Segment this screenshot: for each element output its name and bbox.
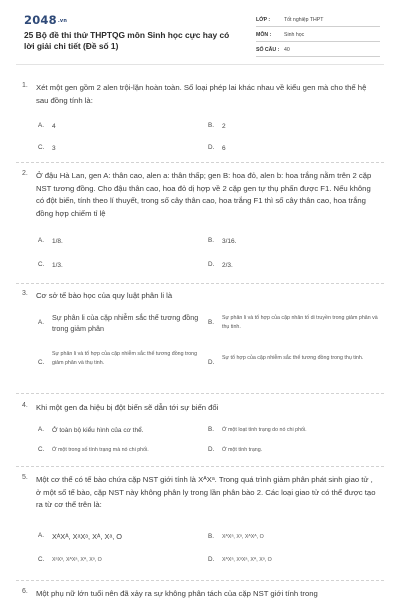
question-text: Ở đậu Hà Lan, gen A: thân cao, alen a: thân thấp; gen B: hoa đỏ, alen b: hoa trắng nằm trên 2 cặp NST tương đồng. Cho đậu thân cao, hoa đỏ dị hợp về 2 cặp gen tự thụ phấn được F1. Nếu không có đột biến, tính theo lí thuyết, trong số cây thân cao, hoa trắng F1 thì số cây thân cao, hoa trắng đồng hợp chiếm tỉ lệ (36, 171, 372, 218)
option-a[interactable] (38, 312, 203, 334)
option-text: Ở một loạt tính trạng do nó chi phối. (222, 427, 307, 433)
option-text: XᴬXᵃ, XᵃXᵃ, Xᴬ, Xᵃ, O (222, 557, 272, 563)
meta-value: 40 (284, 47, 290, 53)
question-1 (22, 82, 378, 162)
option-b[interactable] (208, 533, 264, 542)
option-text: Ở một trong số tính trạng mà nó chi phối. (52, 447, 149, 453)
option-letter: D. (208, 446, 215, 453)
option-text: 3/16. (222, 238, 237, 245)
option-text: Ở toàn bộ kiểu hình của cơ thể. (52, 427, 144, 434)
meta-row-class (256, 14, 380, 27)
option-letter: B. (208, 426, 214, 433)
option-c[interactable] (38, 261, 63, 271)
option-d[interactable] (208, 556, 272, 565)
option-c[interactable] (38, 556, 102, 565)
option-b[interactable] (208, 426, 307, 435)
document-header (0, 0, 400, 62)
option-letter: B. (208, 122, 214, 129)
meta-table (256, 14, 380, 59)
option-letter: D. (208, 144, 215, 151)
site-logo[interactable] (24, 13, 67, 27)
option-text: Sự phân li và tổ hợp của cặp nhân tố di truyền trong giảm phân và thụ tinh. (222, 315, 378, 330)
question-6 (22, 588, 378, 600)
option-text: 3 (52, 145, 56, 152)
option-c[interactable] (38, 144, 56, 154)
option-text: Ở một tính trạng. (222, 447, 263, 453)
question-text: Một phụ nữ lớn tuổi nên đã xảy ra sự không phân tách của cặp NST giới tính trong (36, 589, 318, 598)
header-divider (16, 64, 384, 65)
option-text: Sự tổ hợp của cặp nhiễm sắc thể tương đồng trong thụ tinh. (222, 355, 364, 361)
option-text: 1/8. (52, 238, 63, 245)
option-c[interactable] (38, 446, 149, 455)
option-letter: C. (38, 556, 45, 563)
option-a[interactable] (38, 532, 122, 542)
question-text: Xét một gen gồm 2 alen trội-lặn hoàn toàn. Số loại phép lai khác nhau về kiểu gen mà cho thế hệ sau đồng tính là: (36, 83, 367, 105)
option-a[interactable] (38, 122, 56, 132)
meta-row-subject (256, 29, 380, 42)
option-letter: A. (38, 237, 44, 244)
question-number: 3. (22, 290, 28, 297)
question-number: 1. (22, 82, 28, 89)
question-divider (16, 393, 384, 394)
option-text: 2 (222, 123, 226, 130)
option-letter: A. (38, 319, 44, 326)
meta-value: Tốt nghiệp THPT (284, 17, 324, 23)
option-b[interactable] (208, 314, 378, 332)
option-letter: D. (208, 261, 215, 268)
option-a[interactable] (38, 237, 63, 247)
option-text: XᴬXᵃ, Xᵃ, XᴬXᴬ, O (222, 534, 264, 540)
option-letter: A. (38, 532, 44, 539)
question-divider (16, 162, 384, 163)
question-number: 4. (22, 402, 28, 409)
meta-label: LỚP : (256, 17, 271, 23)
option-text: XᴬXᴬ, XᵃXᵃ, Xᴬ, Xᵃ, O (52, 532, 123, 541)
meta-row-count (256, 44, 380, 57)
option-letter: D. (208, 556, 215, 563)
option-text: XᵃXᵃ, XᴬXᵃ, Xᴬ, Xᵃ, O (52, 557, 102, 563)
option-d[interactable] (208, 261, 233, 271)
question-divider (16, 580, 384, 581)
option-text: 2/3. (222, 262, 233, 269)
option-text: 4 (52, 123, 56, 130)
option-b[interactable] (208, 237, 236, 247)
option-letter: B. (208, 319, 214, 326)
option-letter: C. (38, 144, 45, 151)
meta-value: Sinh học (284, 32, 305, 38)
question-number: 6. (22, 588, 28, 595)
question-2 (22, 170, 378, 280)
option-letter: C. (38, 446, 45, 453)
option-letter: B. (208, 237, 214, 244)
logo-text: 2048 (24, 13, 57, 27)
option-text: Sự phân li của cặp nhiễm sắc thể tương đồng trong giảm phân (52, 313, 199, 333)
question-text: Một cơ thể có tế bào chứa cặp NST giới tính là XᴬXᵃ. Trong quá trình giảm phân phát sinh giao tử , ở một số tế bào, cặp NST này không phân ly trong lần phân bào 2. Các loại giao tử có thể được tạo ra từ cơ thể trên là: (36, 475, 376, 510)
logo-suffix: .vn (57, 17, 68, 24)
document-title: 25 Bộ đề thi thử THPTQG môn Sinh học cực hay có lời giải chi tiết (Đề số 1) (24, 30, 230, 51)
question-3 (22, 290, 378, 390)
option-a[interactable] (38, 426, 144, 436)
option-d[interactable] (208, 144, 226, 154)
option-letter: D. (208, 359, 215, 366)
option-b[interactable] (208, 122, 226, 132)
question-5 (22, 474, 378, 578)
option-letter: B. (208, 533, 214, 540)
question-text: Cơ sở tế bào học của quy luật phân li là (36, 291, 173, 300)
option-text: 1/3. (52, 262, 63, 269)
option-letter: A. (38, 426, 44, 433)
question-number: 5. (22, 474, 28, 481)
option-letter: C. (38, 261, 45, 268)
option-d[interactable] (208, 446, 262, 455)
meta-label: SỐ CÂU : (256, 47, 280, 53)
option-text: 6 (222, 145, 226, 152)
option-letter: C. (38, 359, 45, 366)
question-number: 2. (22, 170, 28, 177)
option-c[interactable] (38, 350, 203, 368)
option-text: Sự phân li và tổ hợp của cặp nhiễm sắc thể tương đồng trong giảm phân và thụ tinh. (52, 351, 198, 366)
question-divider (16, 283, 384, 284)
question-divider (16, 466, 384, 467)
question-text: Khi một gen đa hiệu bị đột biến sẽ dẫn tới sự biến đổi (36, 403, 219, 412)
option-letter: A. (38, 122, 44, 129)
meta-label: MÔN : (256, 32, 272, 38)
question-4 (22, 402, 378, 462)
option-d[interactable] (208, 354, 378, 366)
